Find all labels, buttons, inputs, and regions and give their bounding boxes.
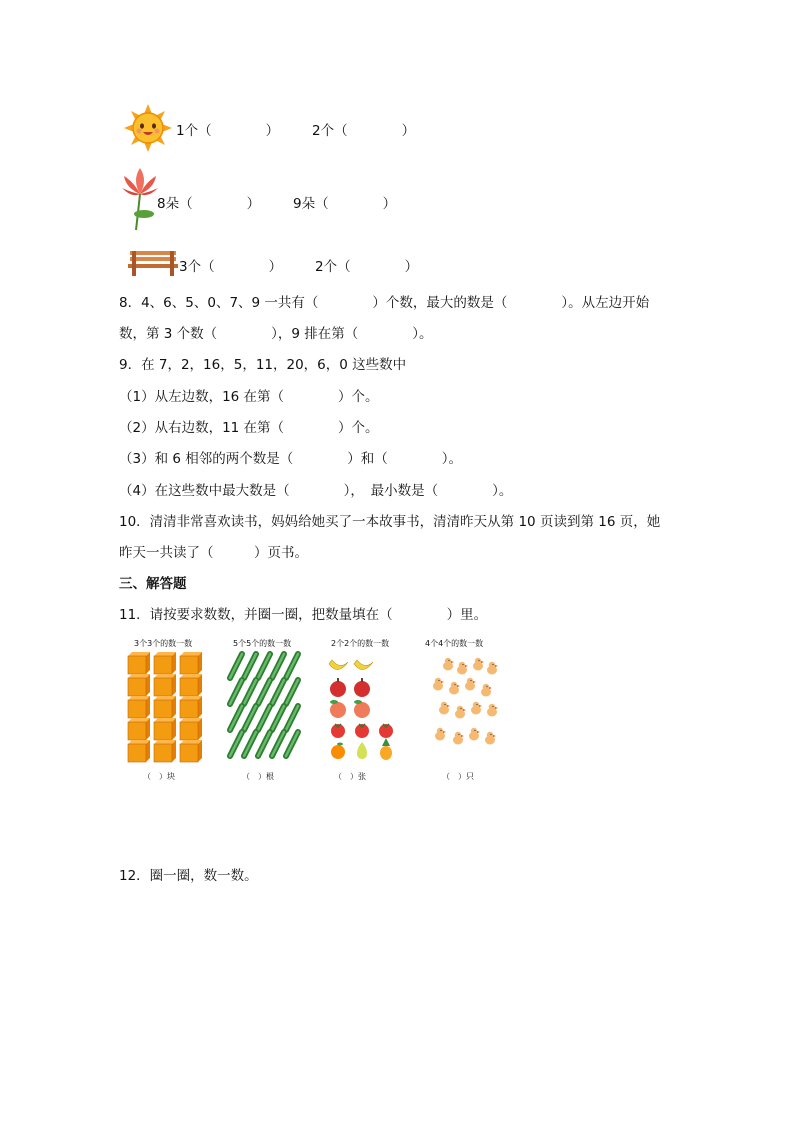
panel1-answer: （ ）块 [143, 772, 175, 781]
lotus-icon [120, 168, 160, 232]
bench-icon [128, 250, 178, 276]
banana-icon [329, 660, 373, 670]
q9-part1: （1）从左边数，16 在第（ ）个。 [119, 389, 379, 405]
panel4-answer: （ ）只 [442, 772, 474, 781]
pear-icon [357, 742, 367, 759]
panel2-title: 5个5个的数一数 [233, 639, 292, 648]
peach-icon [330, 700, 370, 718]
q9-part3: （3）和 6 相邻的两个数是（ ）和（ ）。 [119, 451, 463, 467]
stick-icon [230, 654, 298, 756]
panel4-title: 4个4个的数一数 [425, 639, 484, 648]
q8-line2: 数，第 3 个数（ ），9 排在第（ ）。 [119, 326, 433, 342]
panel3-title: 2个2个的数一数 [331, 639, 390, 648]
pineapple-icon [380, 738, 392, 760]
apple-icon [330, 678, 370, 697]
chicks-panel [428, 656, 508, 756]
panel2-answer: （ ）根 [242, 772, 274, 781]
row-lotus-a: 8朵（ ） [157, 196, 261, 212]
q9-part2: （2）从右边数，11 在第（ ）个。 [119, 420, 379, 436]
panel3-answer: （ ）张 [334, 772, 366, 781]
q10-line2: 昨天一共读了（ ）页书。 [119, 545, 308, 561]
orange-icon [331, 743, 345, 760]
row-lotus-b: 9朵（ ） [293, 196, 397, 212]
tomato-icon [331, 724, 393, 738]
fruits-panel [326, 652, 398, 762]
q8-line1: 8．4、6、5、0、7、9 一共有（ ）个数，最大的数是（ ）。从左边开始 [119, 295, 650, 311]
q9-stem: 9．在 7，2，16，5，11，20，6，0 这些数中 [119, 357, 407, 373]
chick-icon [433, 658, 498, 745]
section-heading: 三、解答题 [119, 576, 187, 592]
row-bench-b: 2个（ ） [315, 259, 419, 275]
q9-part4: （4）在这些数中最大数是（ ）， 最小数是（ ）。 [119, 483, 513, 499]
sun-icon [124, 104, 172, 152]
q11-stem: 11．请按要求数数，并圈一圈，把数量填在（ ）里。 [119, 607, 488, 623]
panel1-title: 3个3个的数一数 [134, 639, 193, 648]
row-bench-a: 3个（ ） [179, 259, 283, 275]
q12-stem: 12．圈一圈，数一数。 [119, 868, 258, 884]
cube-icon [128, 652, 202, 762]
cubes-panel [126, 650, 206, 762]
q10-line1: 10．清清非常喜欢读书，妈妈给她买了一本故事书，清清昨天从第 10 页读到第 16 页，她 [119, 514, 661, 530]
sticks-panel [226, 652, 306, 760]
row-sun-a: 1个（ ） [176, 123, 280, 139]
row-sun-b: 2个（ ） [312, 123, 416, 139]
